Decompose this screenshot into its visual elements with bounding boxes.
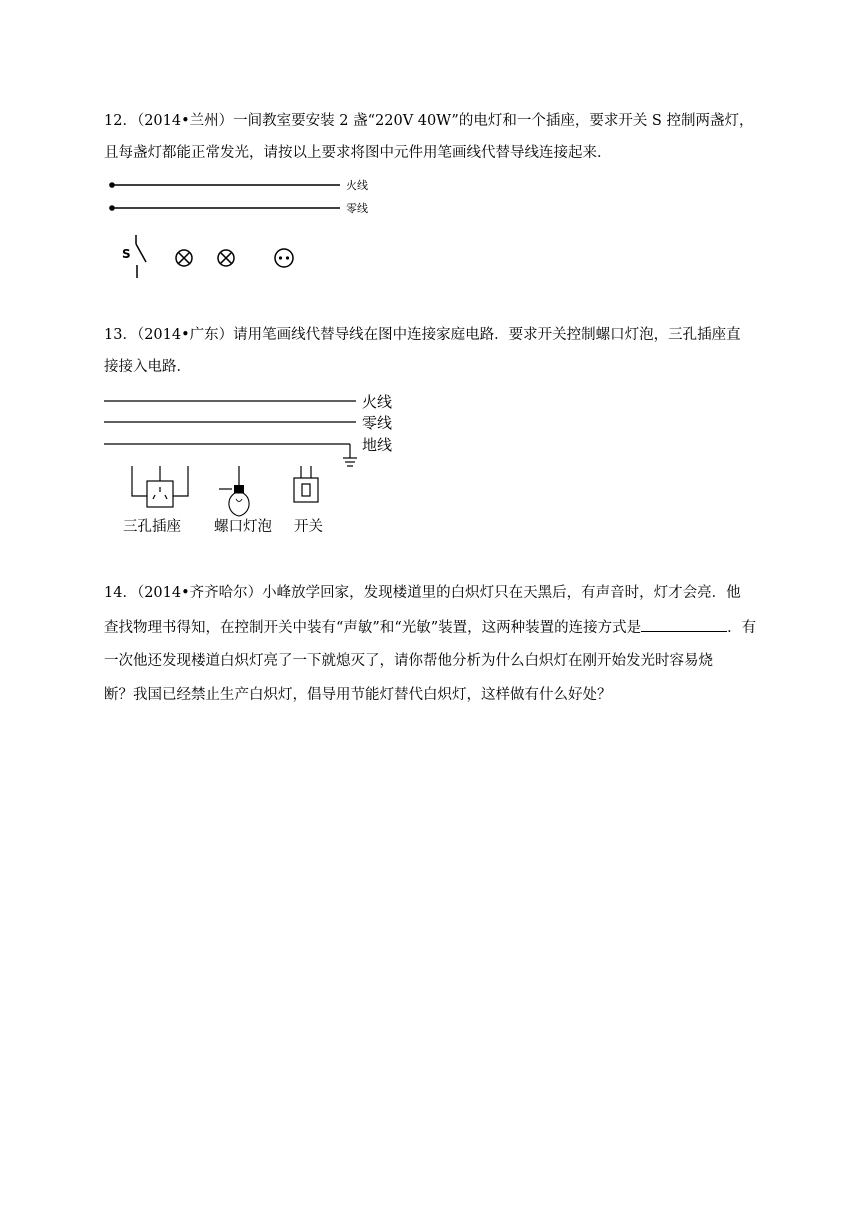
neutral-wire-label: 零线 — [362, 414, 393, 432]
question-13-line-2 — [104, 357, 764, 377]
question-12-line-2 — [104, 143, 764, 163]
ground-wire-label: 地线 — [362, 436, 393, 454]
question-14-line-1 — [104, 583, 764, 603]
question-14-line-2 — [104, 616, 764, 638]
question-14-text-4: 断？我国已经禁止生产白炽灯，倡导用节能灯替代白炽灯，这样做有什么好处？ — [104, 687, 612, 703]
question-14-text-3: 一次他还发现楼道白炽灯亮了一下就熄灭了，请你帮他分析为什么白炽灯在刚开始发光时容易烧 — [104, 653, 713, 669]
question-12-source: （2014•兰州） — [136, 113, 234, 129]
question-13-figure — [104, 388, 400, 536]
question-12-figure — [104, 172, 380, 284]
question-14-text-2a: 查找物理书得知，在控制开关中装有“声敏”和“光敏”装置，这两种装置的连接方式是 — [104, 620, 642, 636]
question-14-line-4 — [104, 685, 764, 705]
answer-blank[interactable] — [641, 616, 727, 632]
live-wire-label: 火线 — [362, 393, 393, 411]
question-14-text-1: 小峰放学回家，发现楼道里的白炽灯只在天黑后，有声音时，灯才会亮．他 — [262, 585, 741, 601]
question-14-source: （2014•齐齐哈尔） — [136, 585, 263, 601]
question-13-text-1: 请用笔画线代替导线在图中连接家庭电路．要求开关控制螺口灯泡，三孔插座直 — [233, 327, 741, 343]
live-wire-label: 火线 — [346, 179, 368, 192]
question-13-text-2: 接接入电路． — [104, 359, 191, 375]
question-13-line-1 — [104, 325, 764, 345]
question-14-number: 14． — [104, 585, 137, 601]
question-12-text-1: 一间教室要安装 2 盏“220V 40W”的电灯和一个插座，要求开关 S 控制两盏灯， — [233, 113, 754, 129]
question-13-number: 13． — [104, 327, 137, 343]
question-12-number: 12． — [104, 113, 137, 129]
switch-s-label: S — [122, 247, 131, 261]
question-14-text-2b: ．有 — [727, 620, 757, 636]
neutral-wire-label: 零线 — [346, 202, 368, 215]
question-13-source: （2014•广东） — [136, 327, 234, 343]
switch-label: 开关 — [294, 519, 323, 535]
screw-bulb-label: 螺口灯泡 — [214, 519, 272, 535]
question-12-text-2: 且每盏灯都能正常发光，请按以上要求将图中元件用笔画线代替导线连接起来． — [104, 145, 612, 161]
question-12-line-1 — [104, 111, 764, 131]
question-14-line-3 — [104, 651, 764, 671]
three-hole-socket-label: 三孔插座 — [123, 519, 181, 535]
